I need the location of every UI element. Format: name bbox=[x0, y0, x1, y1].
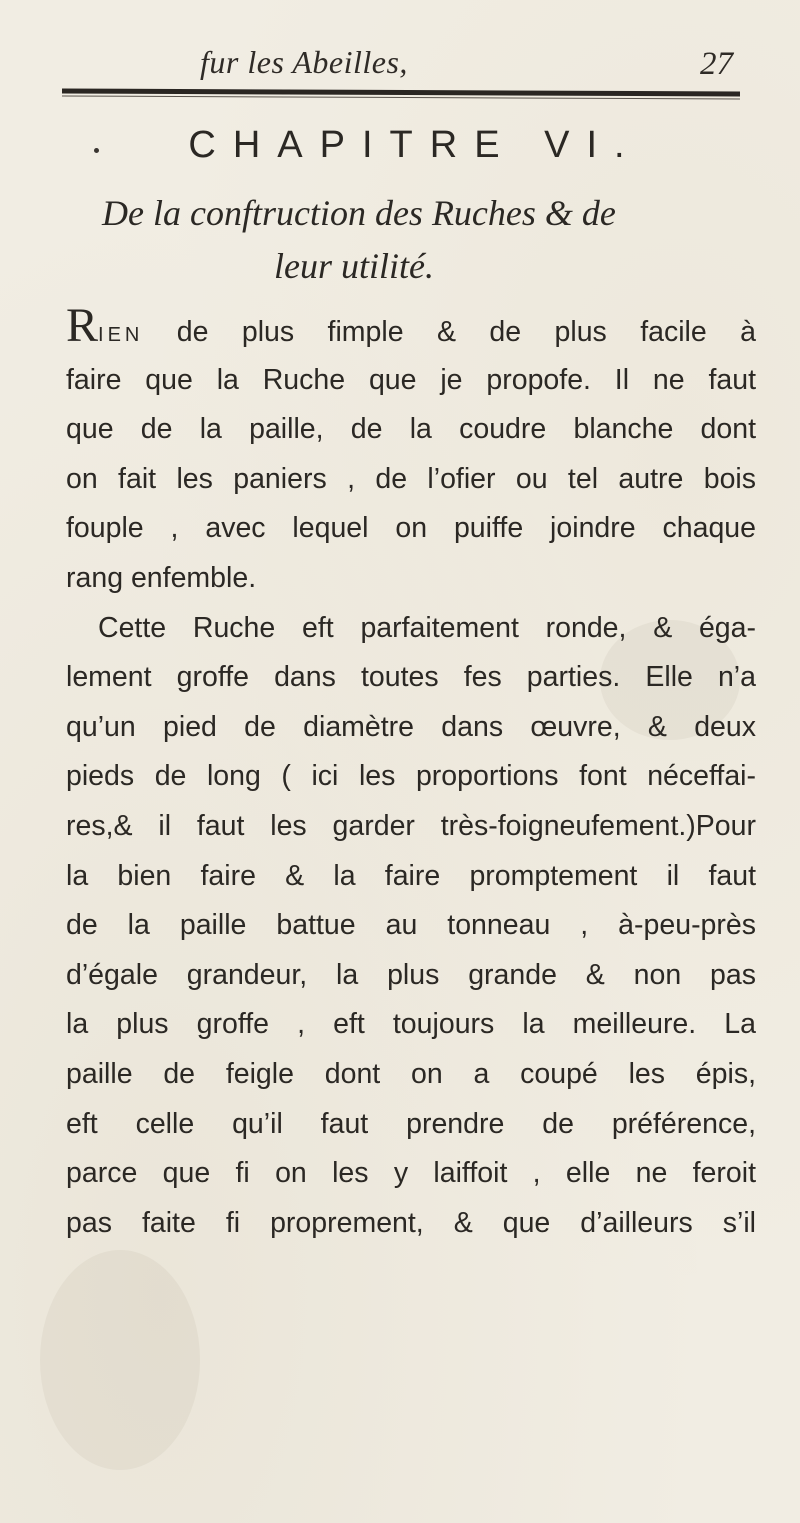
body-text bbox=[66, 299, 756, 1248]
text-line: res,& il faut les garder très-foigneufement.)Pour bbox=[66, 809, 756, 842]
text-line: on fait les paniers , de l’ofier ou tel autre bois bbox=[66, 462, 756, 495]
paper-stain bbox=[40, 1250, 200, 1470]
running-head bbox=[0, 44, 800, 90]
first-line-rest: de plus fimple & de plus facile à bbox=[143, 316, 756, 348]
chapter-dot bbox=[94, 148, 99, 153]
text-line: faire que la Ruche que je propofe. Il ne faut bbox=[66, 363, 756, 396]
chapter-heading: CHAPITRE VI. bbox=[188, 124, 642, 166]
text-line: la plus groffe , eft toujours la meilleure. La bbox=[66, 1008, 756, 1041]
running-title: fur les Abeilles, bbox=[200, 44, 408, 80]
text-line: qu’un pied de diamètre dans œuvre, & deux bbox=[66, 710, 756, 743]
text-line: parce que fi on les y laiffoit , elle ne feroit bbox=[66, 1157, 756, 1190]
text-line: d’égale grandeur, la plus grande & non pas bbox=[66, 958, 756, 991]
page-number: 27 bbox=[700, 46, 733, 82]
text-line: lement groffe dans toutes fes parties. Elle n’a bbox=[66, 661, 756, 694]
text-line bbox=[66, 299, 756, 356]
lead-small-caps: IEN bbox=[98, 324, 144, 346]
text-line: fouple , avec lequel on puiffe joindre chaque bbox=[66, 512, 756, 545]
text-line: la bien faire & la faire promptement il faut bbox=[66, 859, 756, 892]
chapter-subtitle-line-2: leur utilité. bbox=[274, 246, 434, 286]
text-line: eft celle qu’il faut prendre de préférence, bbox=[66, 1107, 756, 1140]
text-line: Cette Ruche eft parfaitement ronde, & éga- bbox=[98, 611, 756, 644]
drop-cap: R bbox=[66, 299, 99, 352]
chapter-subtitle-line-1: De la conftruction des Ruches & de bbox=[102, 193, 616, 233]
text-line: que de la paille, de la coudre blanche dont bbox=[66, 413, 756, 446]
header-rule bbox=[62, 89, 740, 100]
chapter-title bbox=[0, 124, 800, 167]
text-line: paille de feigle dont on a coupé les épis, bbox=[66, 1057, 756, 1090]
text-line: de la paille battue au tonneau , à-peu-près bbox=[66, 909, 756, 942]
text-line: pas faite fi proprement, & que d’ailleurs s’il bbox=[66, 1206, 756, 1239]
text-line: pieds de long ( ici les proportions font néceffai- bbox=[66, 760, 756, 793]
text-line: rang enfemble. bbox=[66, 561, 257, 594]
